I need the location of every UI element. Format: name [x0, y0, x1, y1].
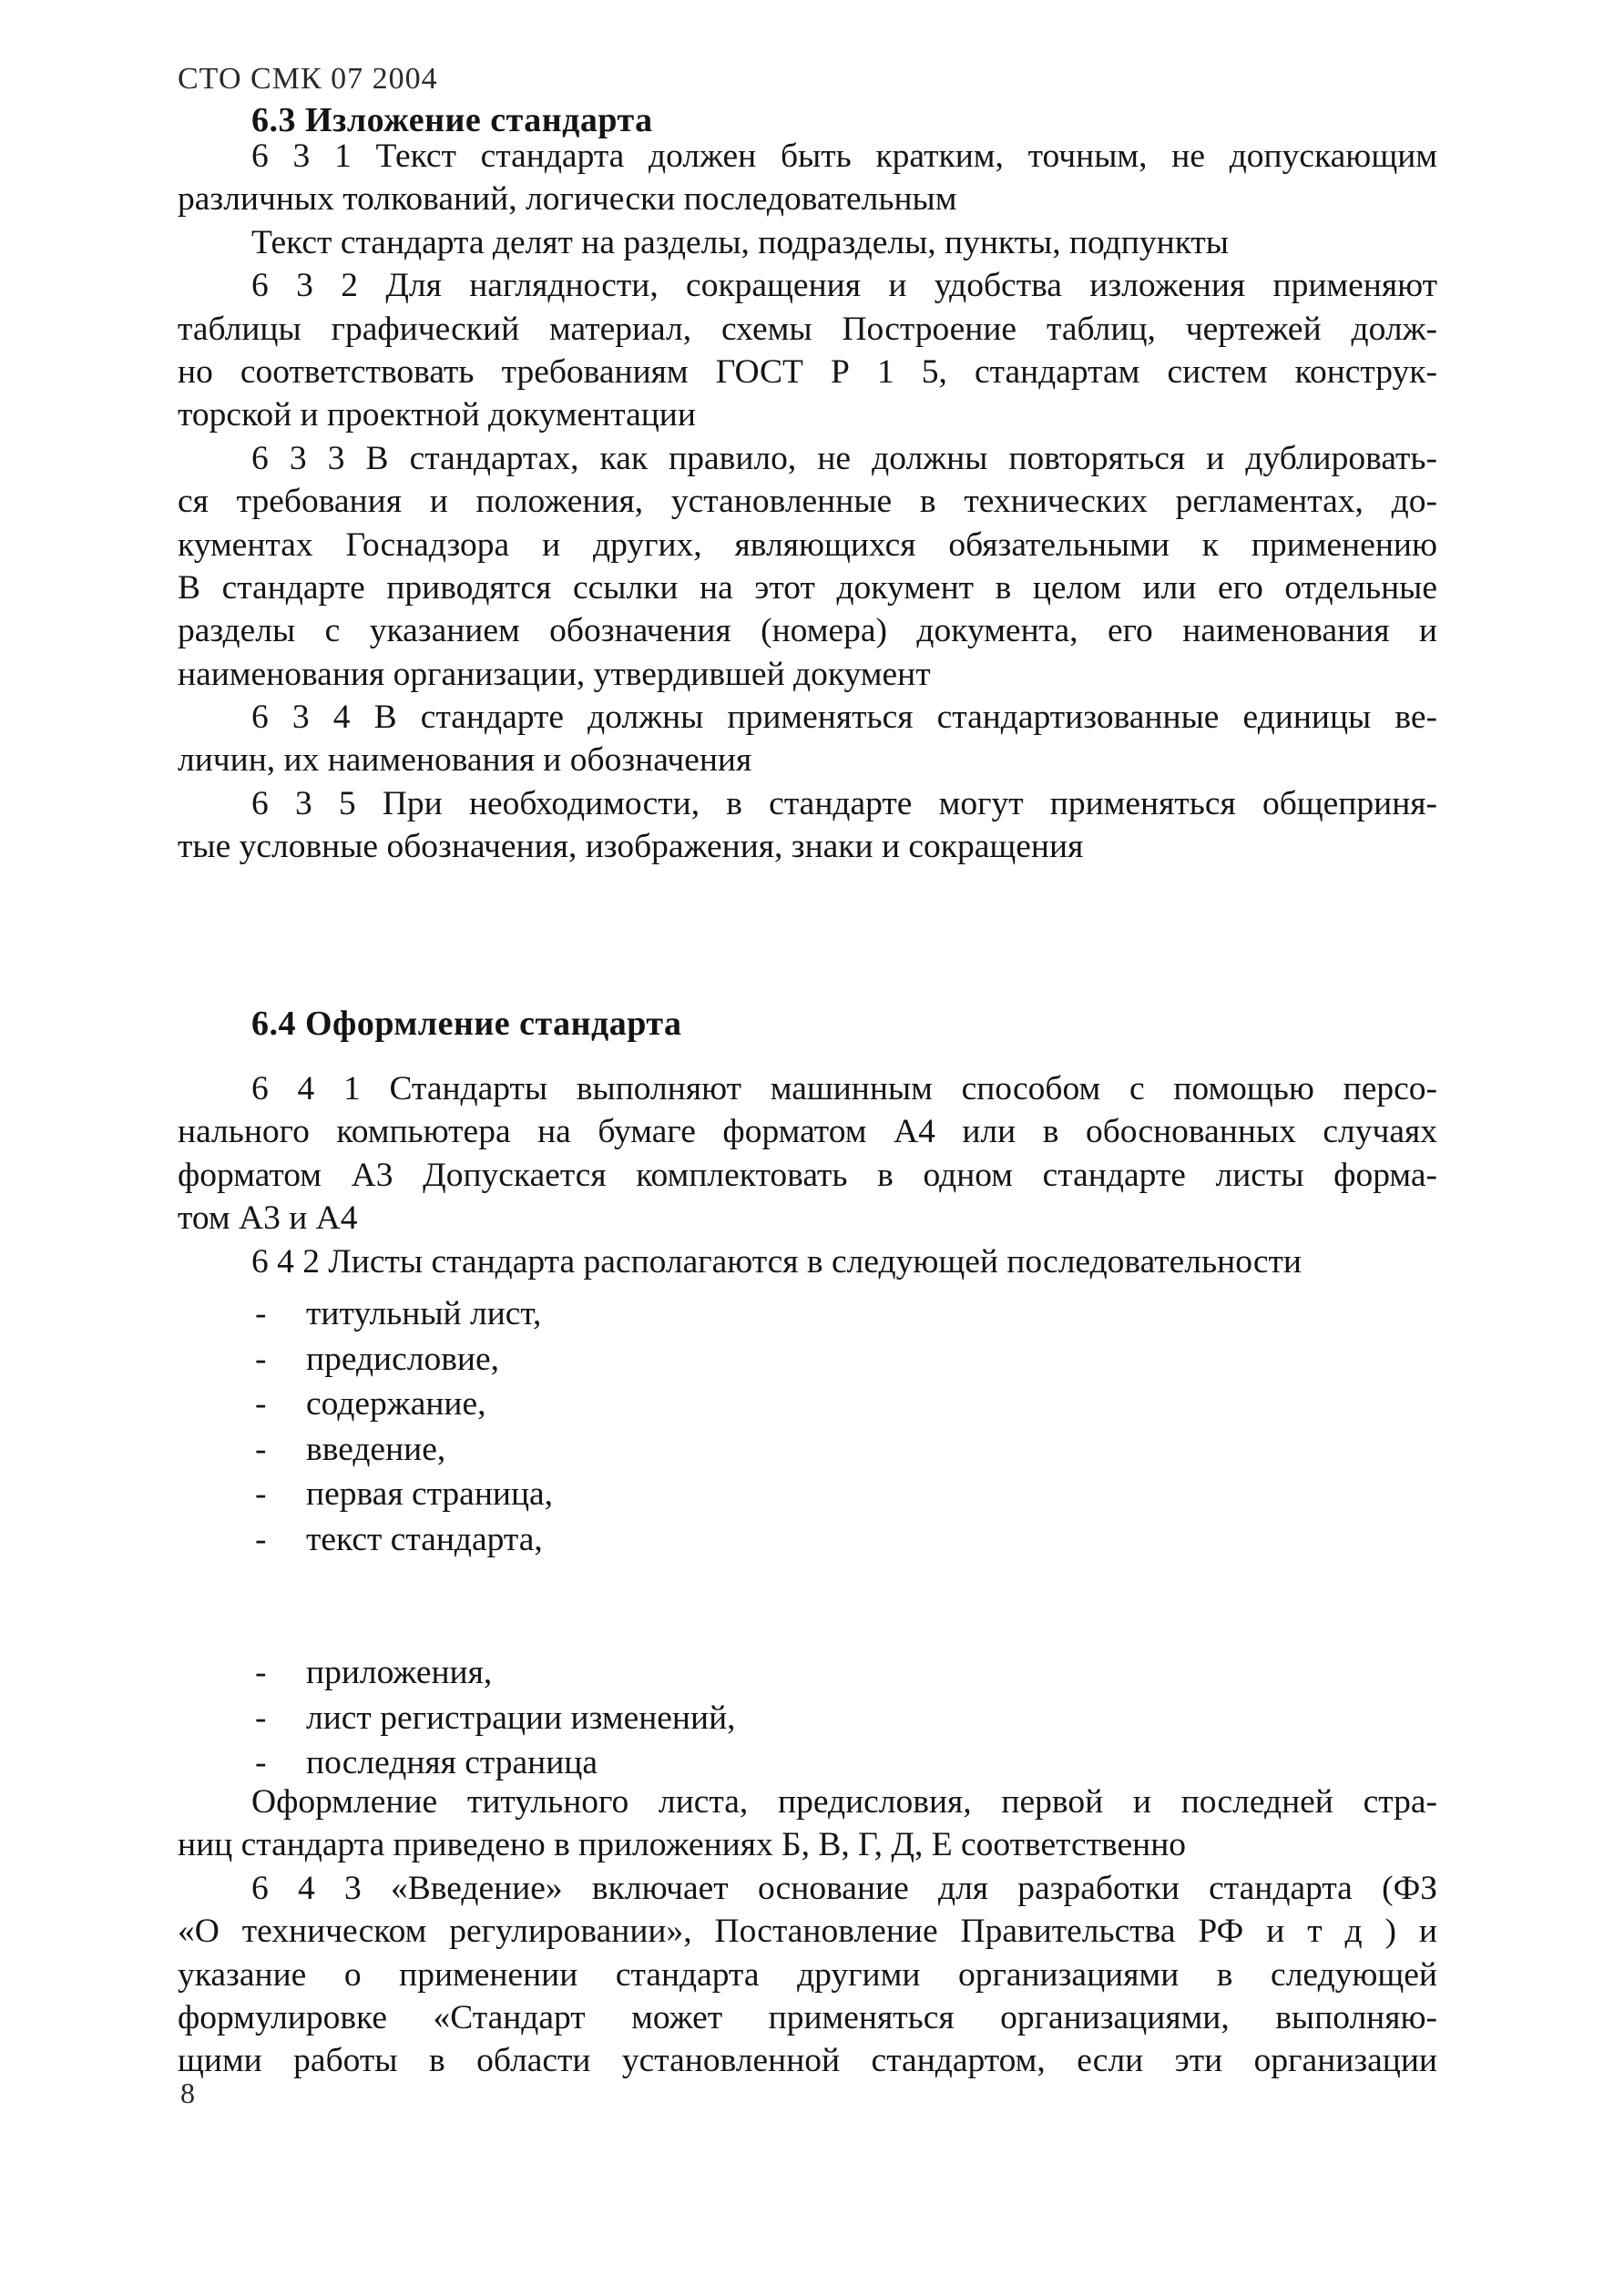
list-item [251, 1427, 1344, 1473]
text-line: Оформление титульного листа, предисловия, первой и последней стра- [251, 1783, 1437, 1821]
text-line: Текст стандарта делят на разделы, подразделы, пункты, подпункты [251, 223, 1229, 261]
text-line: 6 3 5 При необходимости, в стандарте могут применяться общеприня- [251, 784, 1437, 822]
text-line: форматом А3 Допускается комплектовать в одном стандарте листы форма- [178, 1156, 1437, 1194]
list-dash: - [255, 1295, 267, 1332]
text-line: таблицы графический материал, схемы Построение таблиц, чертежей долж- [178, 310, 1437, 348]
list-item-text: введение, [306, 1430, 446, 1468]
list-dash: - [255, 1475, 267, 1513]
text-line: указание о применении стандарта другими организациями в следующей [178, 1955, 1437, 1994]
text-line: разделы с указанием обозначения (номера) документа, его наименования и [178, 612, 1437, 650]
text-line: личин, их наименования и обозначения [178, 741, 752, 780]
list-item-text: лист регистрации изменений, [306, 1699, 736, 1737]
page-number: 8 [180, 2077, 195, 2109]
text-line: «О техническом регулировании», Постановление Правительства РФ и т д ) и [178, 1913, 1437, 1951]
text-line: тые условные обозначения, изображения, знаки и сокращения [178, 828, 1084, 866]
text-line: наименования организации, утвердившей документ [178, 655, 931, 693]
list-item-text: текст стандарта, [306, 1520, 543, 1558]
section-6-4-intro [178, 1067, 1437, 1283]
text-line: торской и проектной документации [178, 396, 696, 434]
list-item-text: последняя страница [306, 1744, 598, 1781]
text-line: том А3 и А4 [178, 1199, 358, 1238]
list-item [251, 1291, 1344, 1337]
text-line: различных толкований, логически последовательным [178, 180, 957, 219]
list-item-text: титульный лист, [306, 1295, 542, 1332]
section-6-4-heading: 6.4 Оформление стандарта [251, 1005, 682, 1043]
list-item-text: приложения, [306, 1654, 493, 1691]
text-line: 6 4 2 Листы стандарта располагаются в следующей последовательности [251, 1242, 1302, 1281]
text-line: нального компьютера на бумаге форматом А4 или в обоснованных случаях [178, 1113, 1437, 1151]
text-line: В стандарте приводятся ссылки на этот документ в целом или его отдельные [178, 568, 1437, 607]
text-line: 6 3 3 В стандартах, как правило, не должны повторяться и дублировать- [251, 439, 1437, 477]
list-item [251, 1517, 1344, 1563]
text-line: ся требования и положения, установленные в технических регламентах, до- [178, 483, 1437, 521]
list-item [251, 1382, 1344, 1427]
text-line: кументах Госнадзора и других, являющихся обязательными к применению [178, 526, 1437, 564]
section-6-4-closing [178, 1781, 1437, 2083]
document-code: СТО СМК 07 2004 [178, 62, 438, 96]
list-dash: - [255, 1430, 267, 1468]
section-6-3-body [178, 135, 1437, 869]
text-line: формулировке «Стандарт может применяться организациями, выполняю- [178, 1998, 1437, 2036]
sheet-order-list [251, 1291, 1344, 1562]
text-line: 6 4 3 «Введение» включает основание для разработки стандарта (ФЗ [251, 1869, 1437, 1907]
sheet-order-list-continued [251, 1650, 1344, 1786]
text-line: 6 3 2 Для наглядности, сокращения и удобства изложения применяют [251, 267, 1437, 305]
text-line: щими работы в области установленной стандартом, если эти организации [178, 2042, 1437, 2080]
list-item [251, 1472, 1344, 1517]
text-line: 6 3 1 Текст стандарта должен быть кратким, точным, не допускающим [251, 138, 1437, 175]
list-item-text: содержание, [306, 1385, 486, 1423]
list-item [251, 1337, 1344, 1383]
text-line: 6 3 4 В стандарте должны применяться стандартизованные единицы ве- [251, 699, 1437, 737]
section-6-3-heading: 6.3 Изложение стандарта [251, 101, 653, 139]
list-dash: - [255, 1699, 267, 1737]
list-item-text: первая страница, [306, 1475, 554, 1513]
list-item-text: предисловие, [306, 1340, 500, 1378]
list-item [251, 1740, 1344, 1786]
text-line: но соответствовать требованиям ГОСТ Р 1 5, стандартам систем конструк- [178, 352, 1437, 391]
list-dash: - [255, 1520, 267, 1558]
list-dash: - [255, 1340, 267, 1378]
list-dash: - [255, 1744, 267, 1781]
list-dash: - [255, 1385, 267, 1423]
text-line: 6 4 1 Стандарты выполняют машинным способом с помощью персо- [251, 1070, 1437, 1107]
list-item [251, 1650, 1344, 1696]
text-line: ниц стандарта приведено в приложениях Б, В, Г, Д, Е соответственно [178, 1826, 1187, 1864]
list-dash: - [255, 1654, 267, 1691]
list-item [251, 1696, 1344, 1741]
